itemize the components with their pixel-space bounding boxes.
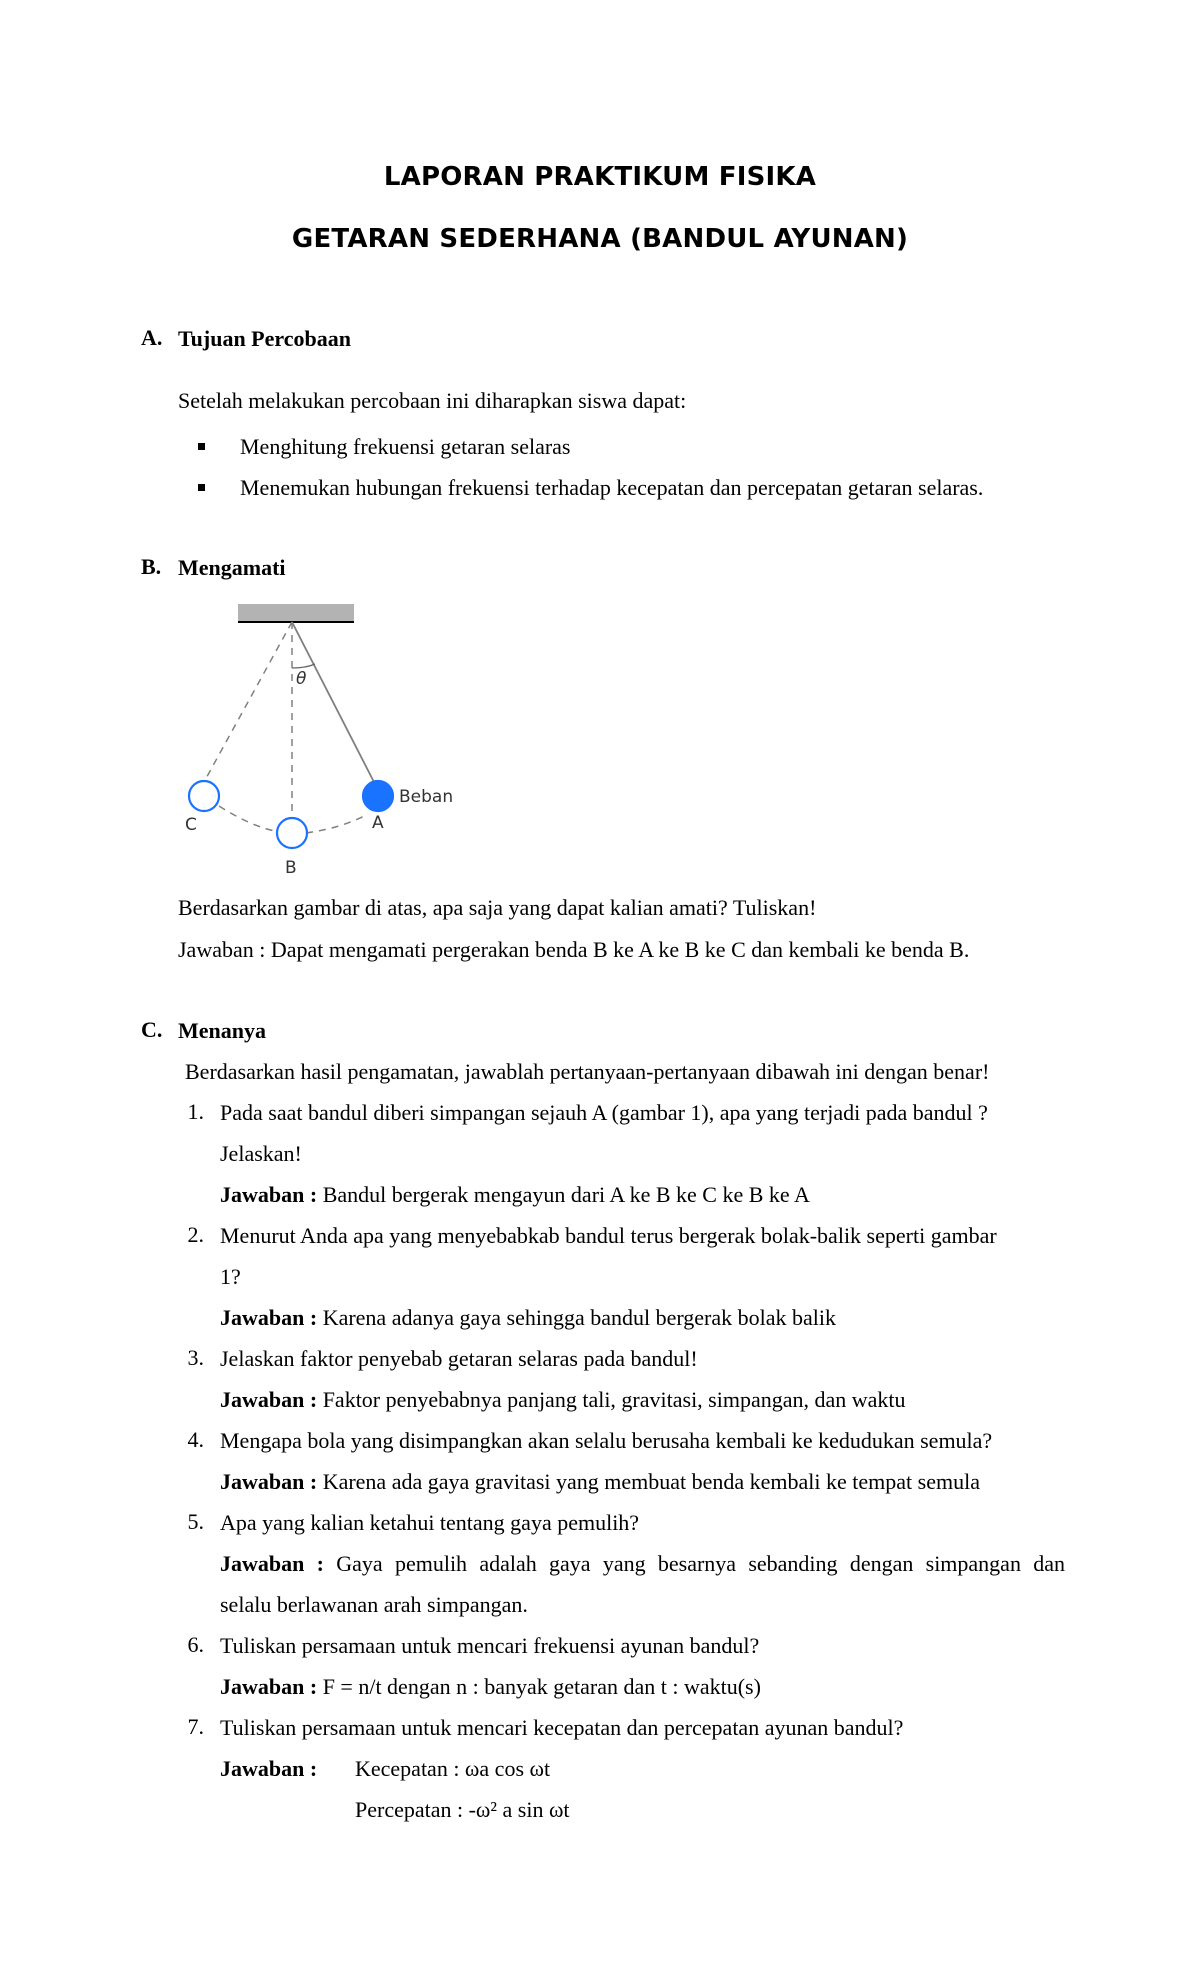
mass-bob-a (363, 781, 393, 811)
answer-line (220, 1304, 836, 1332)
objective-item-2: Menemukan hubungan frekuensi terhadap kecepatan dan percepatan getaran selaras. (240, 475, 984, 500)
answer-text: Karena adanya gaya sehingga bandul bergerak bolak balik (322, 1305, 837, 1330)
acceleration-formula: Percepatan : -ω² a sin ωt (355, 1797, 570, 1822)
answer-text: F = n/t dengan n : banyak getaran dan t : waktu(s) (322, 1674, 761, 1699)
bullet-icon (198, 443, 205, 450)
answer-label: Jawaban : (220, 1182, 318, 1207)
string-to-c (204, 622, 292, 782)
pendulum-diagram (170, 592, 490, 882)
section-c-letter: C. (141, 1017, 163, 1042)
point-a-label: A (372, 813, 384, 833)
question-text: Pada saat bandul diberi simpangan sejauh A (gambar 1), apa yang terjadi pada bandul ? (220, 1100, 988, 1125)
answer-text-cont: selalu berlawanan arah simpangan. (220, 1592, 528, 1617)
section-c-heading: Menanya (178, 1018, 266, 1043)
question-number: 1. (187, 1099, 204, 1124)
mass-label: Beban (399, 787, 454, 807)
path-b-to-a (306, 814, 368, 833)
point-b-label: B (285, 858, 297, 878)
question-text: Tuliskan persamaan untuk mencari kecepatan dan percepatan ayunan bandul? (220, 1715, 904, 1740)
section-b-heading: Mengamati (178, 555, 286, 580)
velocity-formula: Kecepatan : ωa cos ωt (355, 1756, 551, 1781)
question-text-cont: 1? (220, 1264, 241, 1289)
question-text: Jelaskan faktor penyebab getaran selaras pada bandul! (220, 1346, 698, 1371)
angle-arc (292, 664, 315, 668)
answer-label: Jawaban : (220, 1756, 318, 1781)
section-a-letter: A. (141, 325, 163, 350)
answer-label: Jawaban : (220, 1551, 324, 1576)
question-number: 7. (187, 1714, 204, 1739)
report-title: LAPORAN PRAKTIKUM FISIKA (383, 162, 817, 192)
question-number: 5. (187, 1509, 204, 1534)
answer-label: Jawaban : (220, 1469, 318, 1494)
report-subtitle: GETARAN SEDERHANA (BANDUL AYUNAN) (291, 224, 909, 254)
question-text: Tuliskan persamaan untuk mencari frekuensi ayunan bandul? (220, 1633, 760, 1658)
answer-text: Gaya pemulih adalah gaya yang besarnya sebanding dengan simpangan dan (336, 1551, 1065, 1576)
answer-line (220, 1181, 810, 1209)
theta-label: θ (296, 669, 307, 689)
section-b-question: Berdasarkan gambar di atas, apa saja yang dapat kalian amati? Tuliskan! (178, 895, 817, 920)
point-c-label: C (185, 815, 197, 835)
position-c-bob (189, 781, 219, 811)
section-a-heading: Tujuan Percobaan (178, 326, 351, 351)
question-text: Apa yang kalian ketahui tentang gaya pemulih? (220, 1510, 640, 1535)
answer-text: Faktor penyebabnya panjang tali, gravitasi, simpangan, dan waktu (322, 1387, 906, 1412)
question-text: Menurut Anda apa yang menyebabkab bandul terus bergerak bolak-balik seperti gambar (220, 1223, 997, 1248)
answer-line (220, 1673, 761, 1701)
section-a-intro: Setelah melakukan percobaan ini diharapkan siswa dapat: (178, 388, 687, 413)
question-number: 6. (187, 1632, 204, 1657)
answer-line (220, 1386, 906, 1414)
question-text-cont: Jelaskan! (220, 1141, 302, 1166)
answer-label: Jawaban : (220, 1387, 318, 1412)
answer-text: Bandul bergerak mengayun dari A ke B ke C ke B ke A (322, 1182, 810, 1207)
question-text: Mengapa bola yang disimpangkan akan selalu berusaha kembali ke kedudukan semula? (220, 1428, 993, 1453)
pendulum-string (292, 622, 375, 784)
ceiling-support (238, 604, 354, 622)
question-number: 3. (187, 1345, 204, 1370)
answer-text: Karena ada gaya gravitasi yang membuat benda kembali ke tempat semula (322, 1469, 980, 1494)
section-c-intro: Berdasarkan hasil pengamatan, jawablah pertanyaan-pertanyaan dibawah ini dengan benar! (185, 1059, 990, 1084)
objective-item-1: Menghitung frekuensi getaran selaras (240, 434, 571, 459)
position-b-bob (277, 818, 307, 848)
question-number: 2. (187, 1222, 204, 1247)
section-b-letter: B. (141, 554, 162, 579)
answer-label: Jawaban : (220, 1674, 318, 1699)
section-b-answer: Jawaban : Dapat mengamati pergerakan benda B ke A ke B ke C dan kembali ke benda B. (178, 937, 970, 962)
bullet-icon (198, 484, 205, 491)
answer-line (220, 1468, 980, 1496)
question-number: 4. (187, 1427, 204, 1452)
answer-label: Jawaban : (220, 1305, 318, 1330)
answer-line (220, 1550, 1065, 1578)
